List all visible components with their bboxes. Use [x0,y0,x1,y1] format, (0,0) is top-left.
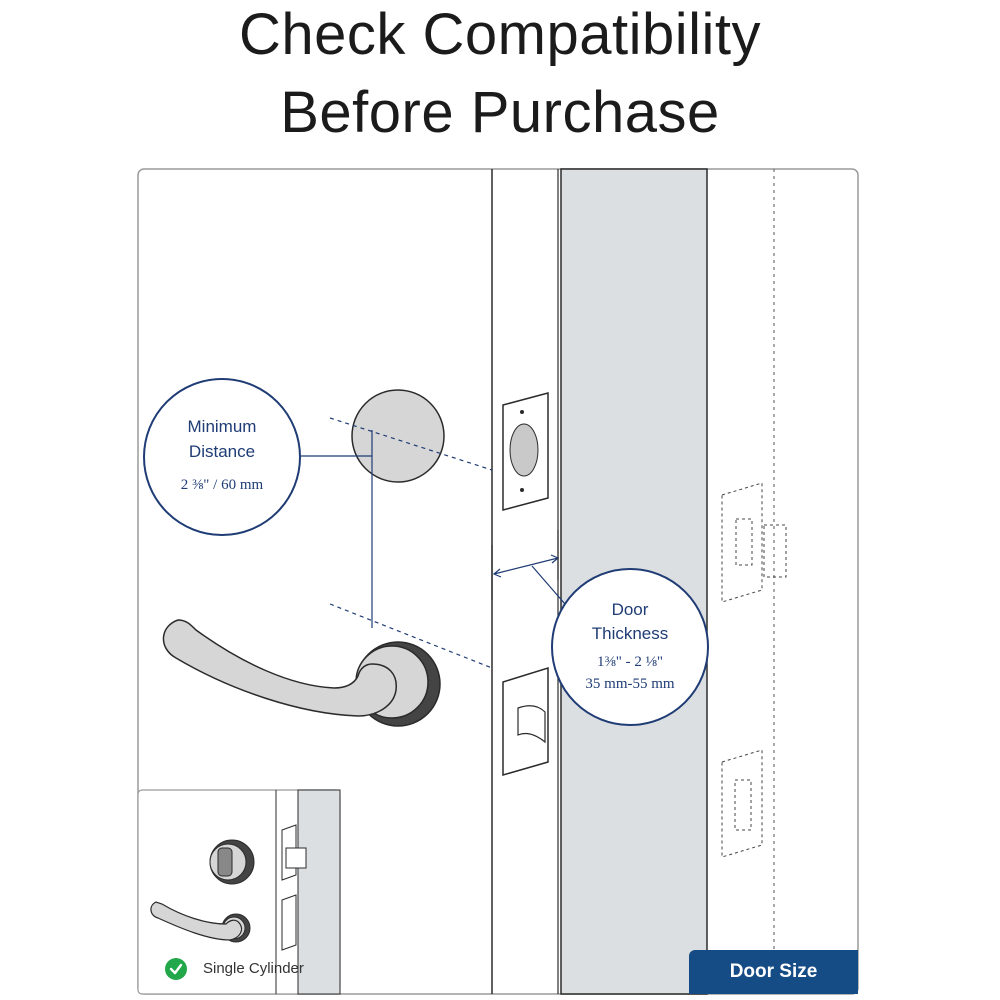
door-thickness-value-metric: 35 mm-55 mm [585,676,675,692]
minimum-distance-value: 2 ⅜" / 60 mm [180,477,264,493]
page-title-line1: Check Compatibility [238,2,761,67]
door-thickness-value-imperial: 1⅜" - 2 ⅛" [597,654,663,670]
deadbolt-faceplate [503,393,548,510]
latch-faceplate [503,668,548,775]
door-thickness-callout-circle [552,569,708,725]
minimum-distance-label-line1: Minimum [187,417,257,436]
deadbolt-rosette [352,390,444,482]
door-thickness-label-line2: Thickness [591,624,669,643]
door-thickness-label-line1: Door [611,600,649,619]
minimum-distance-label-line2: Distance [188,442,256,461]
check-icon [165,958,187,980]
page-title-line2: Before Purchase [280,80,720,145]
single-cylinder-label: Single Cylinder [203,960,304,977]
door-size-badge: Door Size [689,950,858,994]
